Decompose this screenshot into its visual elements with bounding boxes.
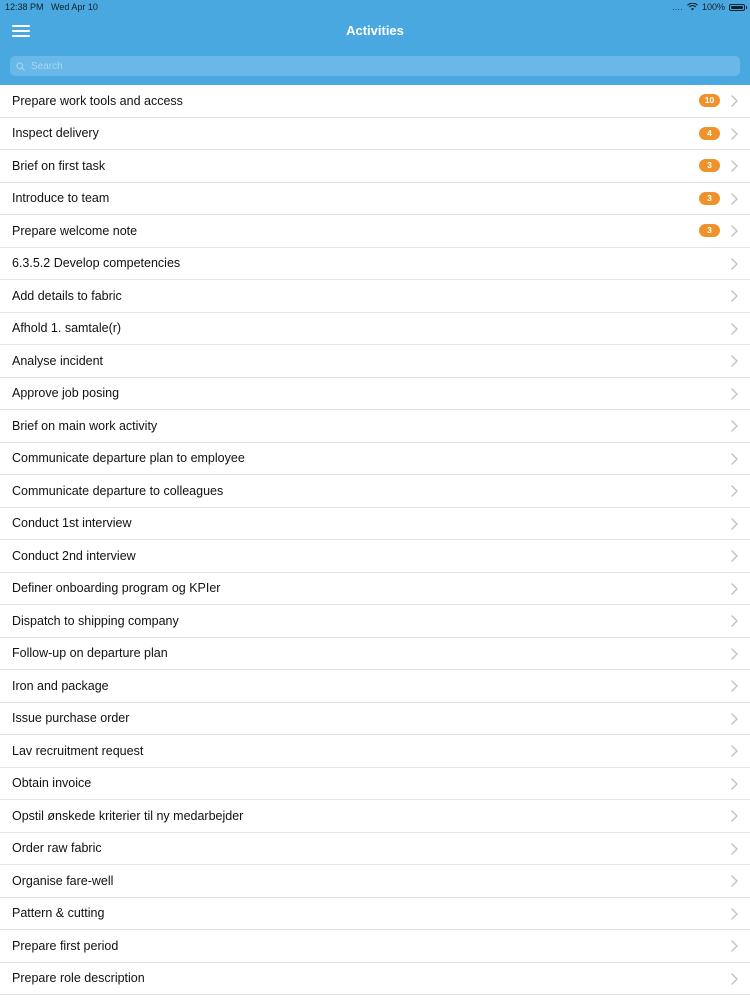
chevron-right-icon [731,973,738,985]
activity-label: Order raw fabric [12,841,102,856]
list-item[interactable] [0,508,750,541]
chevron-right-icon [731,258,738,270]
chevron-right-icon [731,908,738,920]
activity-label: Lav recruitment request [12,743,144,758]
list-item[interactable] [0,573,750,606]
chevron-right-icon [731,550,738,562]
chevron-right-icon [731,485,738,497]
list-item[interactable] [0,703,750,736]
chevron-right-icon [731,128,738,140]
chevron-right-icon [731,680,738,692]
list-item[interactable] [0,963,750,996]
list-item[interactable] [0,898,750,931]
status-time-date [5,2,98,12]
chevron-right-icon [731,843,738,855]
search-icon [16,62,25,71]
activity-label: Issue purchase order [12,711,130,726]
activity-label: Approve job posing [12,386,120,401]
activity-label: Organise fare-well [12,873,114,888]
chevron-right-icon [731,225,738,237]
list-item[interactable] [0,865,750,898]
list-item[interactable] [0,768,750,801]
chevron-right-icon [731,713,738,725]
list-item[interactable] [0,215,750,248]
activity-label: Communicate departure to colleagues [12,483,224,498]
cellular-signal-icon: .... [672,2,683,12]
list-item[interactable] [0,605,750,638]
list-item[interactable] [0,443,750,476]
chevron-right-icon [731,745,738,757]
chevron-right-icon [731,615,738,627]
list-item[interactable] [0,118,750,151]
search-input[interactable] [31,61,331,72]
list-item[interactable] [0,930,750,963]
chevron-right-icon [731,420,738,432]
chevron-right-icon [731,388,738,400]
chevron-right-icon [731,160,738,172]
activity-label: Introduce to team [12,191,110,206]
list-item[interactable] [0,833,750,866]
status-bar [0,0,750,14]
list-item[interactable] [0,345,750,378]
list-item[interactable] [0,670,750,703]
activity-label: Follow-up on departure plan [12,646,168,661]
list-item[interactable] [0,85,750,118]
activity-label: Definer onboarding program og KPIer [12,581,221,596]
chevron-right-icon [731,778,738,790]
list-item[interactable] [0,248,750,281]
chevron-right-icon [731,940,738,952]
activity-label: 6.3.5.2 Develop competencies [12,256,181,271]
chevron-right-icon [731,583,738,595]
count-badge: 3 [699,159,720,172]
activity-label: Brief on first task [12,158,106,173]
activity-label: Iron and package [12,678,109,693]
list-item[interactable] [0,540,750,573]
activity-label: Prepare work tools and access [12,93,183,108]
activity-label: Prepare welcome note [12,223,138,238]
activity-label: Inspect delivery [12,126,99,141]
count-badge: 3 [699,192,720,205]
page-title: Activities [346,23,404,38]
activity-label: Afhold 1. samtale(r) [12,321,122,336]
header [0,0,750,85]
activity-label: Add details to fabric [12,288,122,303]
count-badge: 10 [699,94,720,107]
search-bar[interactable] [10,56,740,76]
status-time: 12:38 PM [5,2,44,12]
list-item[interactable] [0,378,750,411]
activity-label: Prepare first period [12,938,119,953]
chevron-right-icon [731,648,738,660]
chevron-right-icon [731,453,738,465]
activity-label: Analyse incident [12,353,104,368]
activity-label: Obtain invoice [12,776,92,791]
list-item[interactable] [0,150,750,183]
activity-label: Prepare role description [12,971,145,986]
chevron-right-icon [731,95,738,107]
activity-label: Dispatch to shipping company [12,613,179,628]
list-item[interactable] [0,280,750,313]
list-item[interactable] [0,638,750,671]
chevron-right-icon [731,875,738,887]
count-badge: 4 [699,127,720,140]
list-item[interactable] [0,475,750,508]
status-date: Wed Apr 10 [51,2,98,12]
activity-list [0,85,750,995]
activity-label: Pattern & cutting [12,906,105,921]
list-item[interactable] [0,313,750,346]
count-badge: 3 [699,224,720,237]
list-item[interactable] [0,735,750,768]
activity-label: Brief on main work activity [12,418,158,433]
list-item[interactable] [0,410,750,443]
navigation-bar [0,14,750,48]
battery-icon [729,4,745,11]
activity-label: Conduct 2nd interview [12,548,136,563]
wifi-icon [687,3,698,11]
activity-label: Opstil ønskede kriterier til ny medarbejder [12,808,244,823]
list-item[interactable] [0,800,750,833]
chevron-right-icon [731,518,738,530]
chevron-right-icon [731,323,738,335]
activity-label: Communicate departure plan to employee [12,451,245,466]
chevron-right-icon [731,355,738,367]
chevron-right-icon [731,810,738,822]
activity-label: Conduct 1st interview [12,516,132,531]
battery-percent: 100% [701,2,725,12]
status-indicators [672,2,745,12]
chevron-right-icon [731,290,738,302]
chevron-right-icon [731,193,738,205]
list-item[interactable] [0,183,750,216]
